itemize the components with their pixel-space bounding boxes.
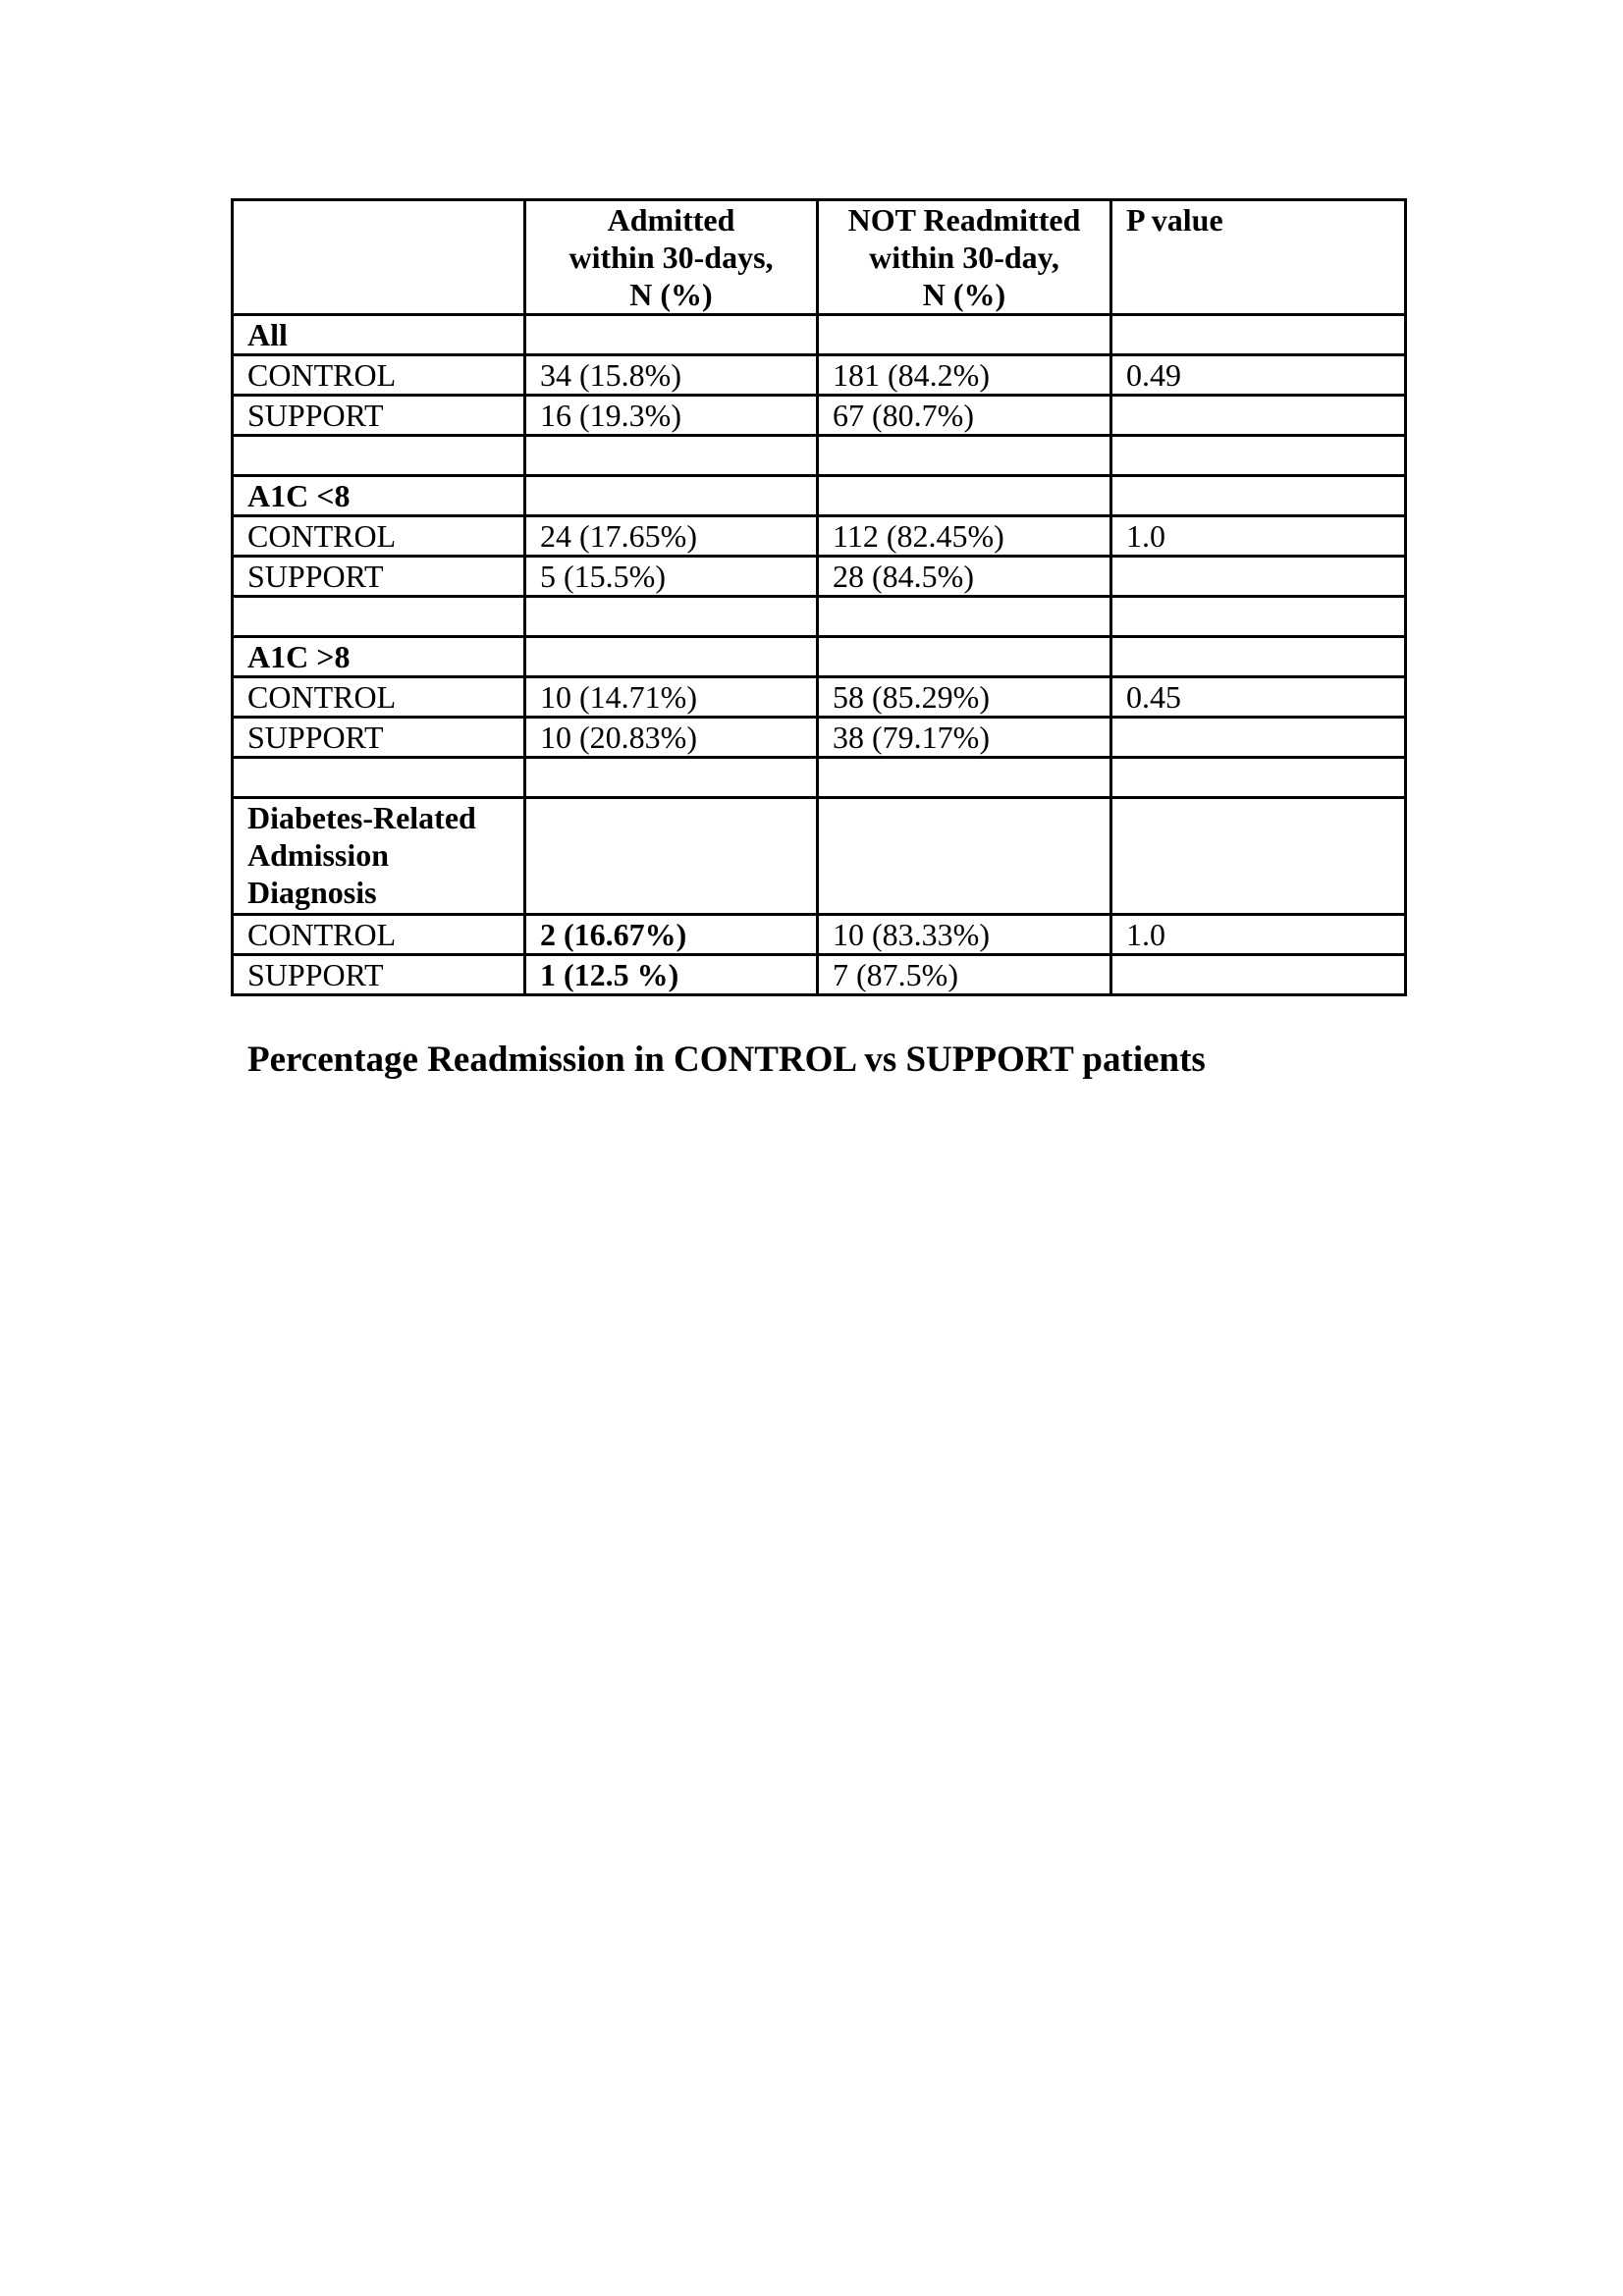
table-body [233,315,1406,995]
group-label [233,637,525,677]
column-header [525,200,818,315]
row-label: CONTROL [233,677,525,718]
column-header-line: P value [1126,202,1223,238]
table-row [233,396,1406,436]
row-label: SUPPORT [233,955,525,995]
empty-cell [525,315,818,355]
table-row [233,355,1406,396]
not-readmitted-cell: 112 (82.45%) [818,516,1111,557]
empty-cell [525,476,818,516]
admitted-cell: 16 (19.3%) [525,396,818,436]
admitted-cell: 1 (12.5 %) [525,955,818,995]
empty-cell [818,798,1111,915]
group-label [233,315,525,355]
row-label: CONTROL [233,516,525,557]
admitted-cell: 10 (14.71%) [525,677,818,718]
table-row [233,516,1406,557]
column-header [818,200,1111,315]
p-value-cell: 0.49 [1111,355,1406,396]
empty-cell [233,436,525,476]
readmission-table [231,198,1407,996]
p-value-cell [1111,557,1406,597]
row-label: CONTROL [233,915,525,955]
not-readmitted-cell: 67 (80.7%) [818,396,1111,436]
spacer-row [233,436,1406,476]
empty-cell [525,798,818,915]
group-label-line: A1C >8 [247,639,351,674]
p-value-cell: 1.0 [1111,516,1406,557]
column-header [1111,200,1406,315]
not-readmitted-cell: 7 (87.5%) [818,955,1111,995]
table-row [233,955,1406,995]
empty-cell [233,597,525,637]
admitted-cell: 2 (16.67%) [525,915,818,955]
table-row [233,677,1406,718]
group-label [233,476,525,516]
header-row [233,200,1406,315]
not-readmitted-cell: 58 (85.29%) [818,677,1111,718]
empty-cell [525,758,818,798]
p-value-cell: 1.0 [1111,915,1406,955]
p-value-cell [1111,718,1406,758]
column-header-line: N (%) [629,277,713,312]
empty-cell [1111,798,1406,915]
admitted-cell: 10 (20.83%) [525,718,818,758]
group-header-row [233,637,1406,677]
column-header-line: Admitted [607,202,735,238]
table-caption: Percentage Readmission in CONTROL vs SUPPORT patients [247,1040,1206,1080]
empty-cell [1111,597,1406,637]
group-label [233,798,525,915]
empty-cell [818,476,1111,516]
group-label-line: Admission [247,837,390,873]
group-label-line: A1C <8 [247,478,351,513]
table-header [233,200,1406,315]
empty-cell [233,758,525,798]
not-readmitted-cell: 181 (84.2%) [818,355,1111,396]
empty-cell [525,637,818,677]
table-row [233,557,1406,597]
table-row [233,718,1406,758]
empty-cell [818,637,1111,677]
admitted-cell: 34 (15.8%) [525,355,818,396]
empty-cell [818,436,1111,476]
row-label: SUPPORT [233,557,525,597]
empty-cell [818,315,1111,355]
p-value-cell [1111,396,1406,436]
empty-cell [1111,315,1406,355]
group-label-line: All [247,317,288,352]
group-header-row [233,315,1406,355]
p-value-cell [1111,955,1406,995]
column-header [233,200,525,315]
column-header-line: within 30-day, [869,240,1059,275]
admitted-cell: 24 (17.65%) [525,516,818,557]
empty-cell [1111,758,1406,798]
spacer-row [233,758,1406,798]
not-readmitted-cell: 28 (84.5%) [818,557,1111,597]
column-header-line: NOT Readmitted [847,202,1081,238]
p-value-cell: 0.45 [1111,677,1406,718]
row-label: SUPPORT [233,718,525,758]
table-row [233,915,1406,955]
row-label: SUPPORT [233,396,525,436]
empty-cell [1111,436,1406,476]
empty-cell [1111,637,1406,677]
not-readmitted-cell: 10 (83.33%) [818,915,1111,955]
empty-cell [525,597,818,637]
empty-cell [525,436,818,476]
empty-cell [1111,476,1406,516]
admitted-cell: 5 (15.5%) [525,557,818,597]
group-label-line: Diagnosis [247,875,377,910]
spacer-row [233,597,1406,637]
not-readmitted-cell: 38 (79.17%) [818,718,1111,758]
group-header-row [233,476,1406,516]
group-header-row [233,798,1406,915]
group-label-line: Diabetes-Related [247,800,476,835]
empty-cell [818,597,1111,637]
empty-cell [818,758,1111,798]
row-label: CONTROL [233,355,525,396]
column-header-line: N (%) [922,277,1006,312]
column-header-line: within 30-days, [568,240,774,275]
